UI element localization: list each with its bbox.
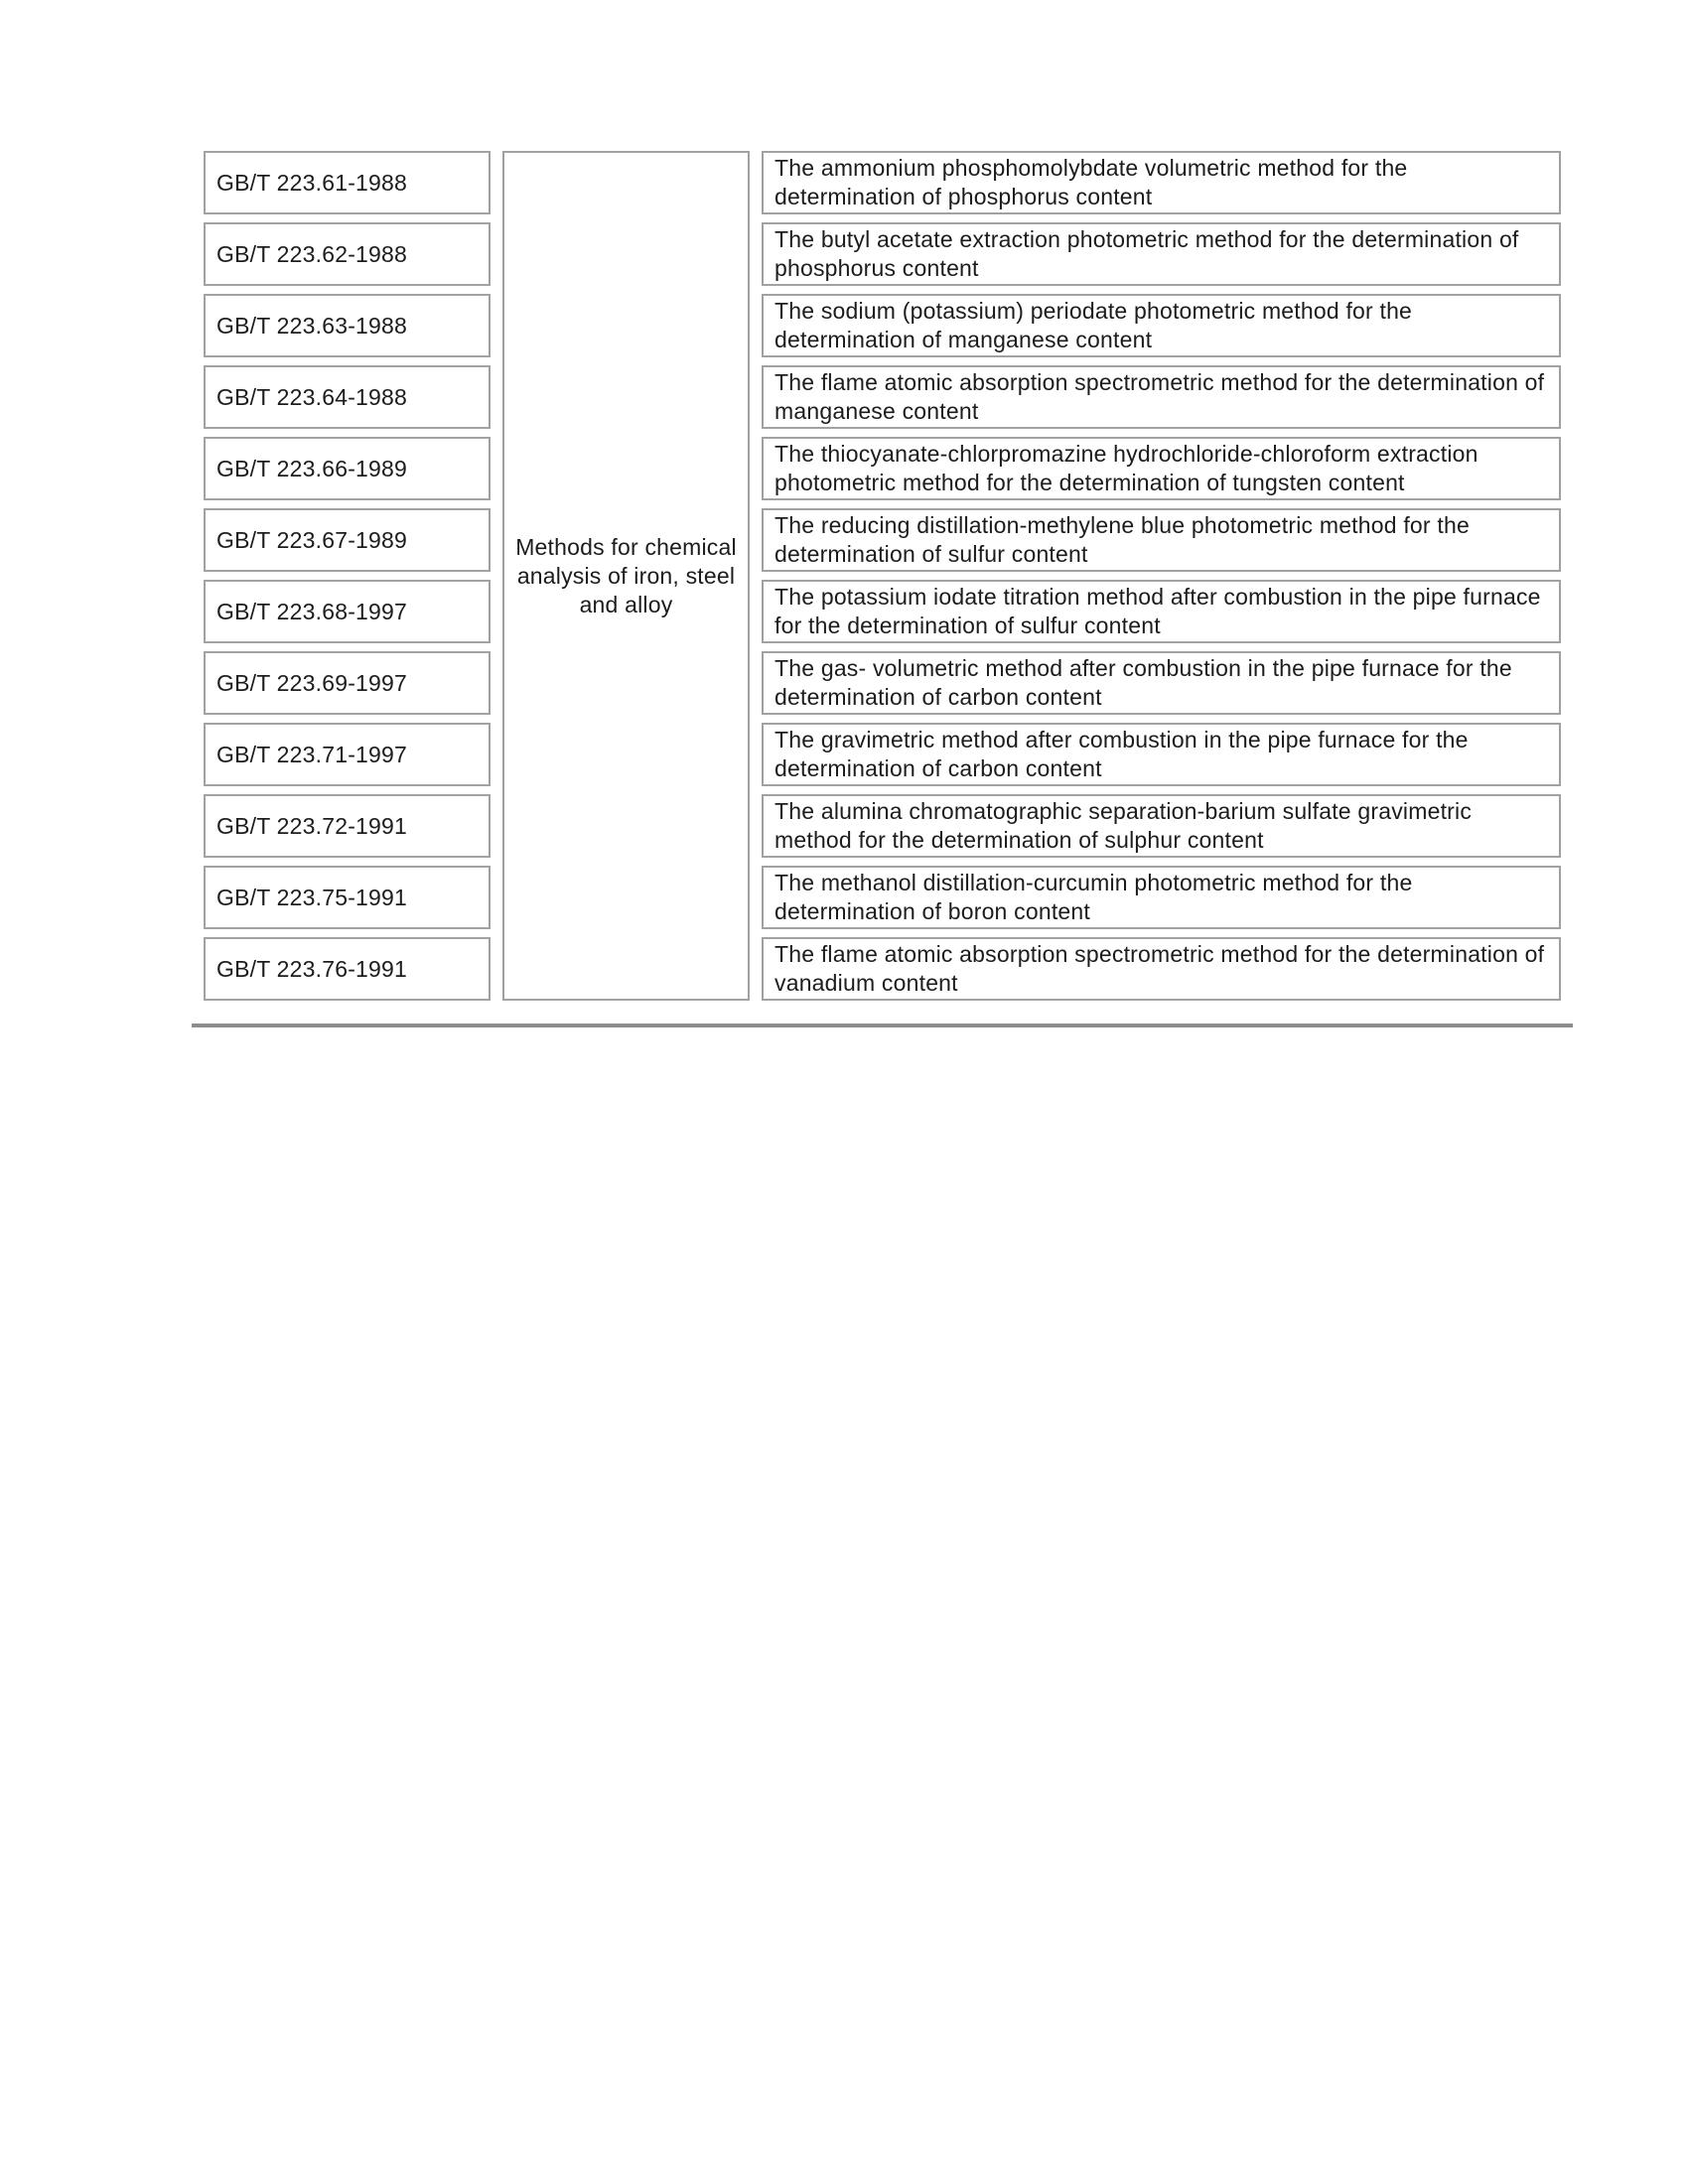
method-description-cell: The flame atomic absorption spectrometric method for the determination of manganese content (762, 365, 1561, 429)
table-row (204, 937, 1561, 1001)
table-row (204, 294, 1561, 357)
standard-code-cell: GB/T 223.66-1989 (204, 437, 491, 500)
table-row (204, 151, 1561, 214)
method-description-cell: The potassium iodate titration method after combustion in the pipe furnace for the determination of sulfur content (762, 580, 1561, 643)
standard-code-cell: GB/T 223.64-1988 (204, 365, 491, 429)
standard-code-cell: GB/T 223.69-1997 (204, 651, 491, 715)
standard-code-cell: GB/T 223.62-1988 (204, 222, 491, 286)
standards-table-container (192, 143, 1573, 1027)
standard-code-cell: GB/T 223.75-1991 (204, 866, 491, 929)
table-row (204, 866, 1561, 929)
table-row (204, 508, 1561, 572)
method-description-cell: The reducing distillation-methylene blue photometric method for the determination of sulfur content (762, 508, 1561, 572)
method-description-cell: The thiocyanate-chlorpromazine hydrochloride-chloroform extraction photometric method for the determination of tungsten content (762, 437, 1561, 500)
table-row (204, 437, 1561, 500)
standards-table-body (204, 151, 1561, 1001)
standard-code-cell: GB/T 223.63-1988 (204, 294, 491, 357)
standard-code-cell: GB/T 223.61-1988 (204, 151, 491, 214)
method-description-cell: The alumina chromatographic separation-barium sulfate gravimetric method for the determination of sulphur content (762, 794, 1561, 858)
table-row (204, 365, 1561, 429)
standard-code-cell: GB/T 223.71-1997 (204, 723, 491, 786)
standard-code-cell: GB/T 223.76-1991 (204, 937, 491, 1001)
method-description-cell: The ammonium phosphomolybdate volumetric method for the determination of phosphorus content (762, 151, 1561, 214)
method-description-cell: The gravimetric method after combustion in the pipe furnace for the determination of carbon content (762, 723, 1561, 786)
standard-code-cell: GB/T 223.67-1989 (204, 508, 491, 572)
method-description-cell: The gas- volumetric method after combustion in the pipe furnace for the determination of carbon content (762, 651, 1561, 715)
table-row (204, 723, 1561, 786)
table-row (204, 651, 1561, 715)
table-bottom-rule (192, 1024, 1573, 1027)
method-description-cell: The butyl acetate extraction photometric method for the determination of phosphorus content (762, 222, 1561, 286)
table-row (204, 580, 1561, 643)
method-description-cell: The methanol distillation-curcumin photometric method for the determination of boron content (762, 866, 1561, 929)
standard-code-cell: GB/T 223.72-1991 (204, 794, 491, 858)
standard-code-cell: GB/T 223.68-1997 (204, 580, 491, 643)
table-row (204, 222, 1561, 286)
method-description-cell: The sodium (potassium) periodate photometric method for the determination of manganese content (762, 294, 1561, 357)
method-description-cell: The flame atomic absorption spectrometric method for the determination of vanadium content (762, 937, 1561, 1001)
table-row (204, 794, 1561, 858)
merged-category-cell: Methods for chemical analysis of iron, steel and alloy (502, 151, 750, 1001)
standards-table (192, 143, 1573, 1009)
